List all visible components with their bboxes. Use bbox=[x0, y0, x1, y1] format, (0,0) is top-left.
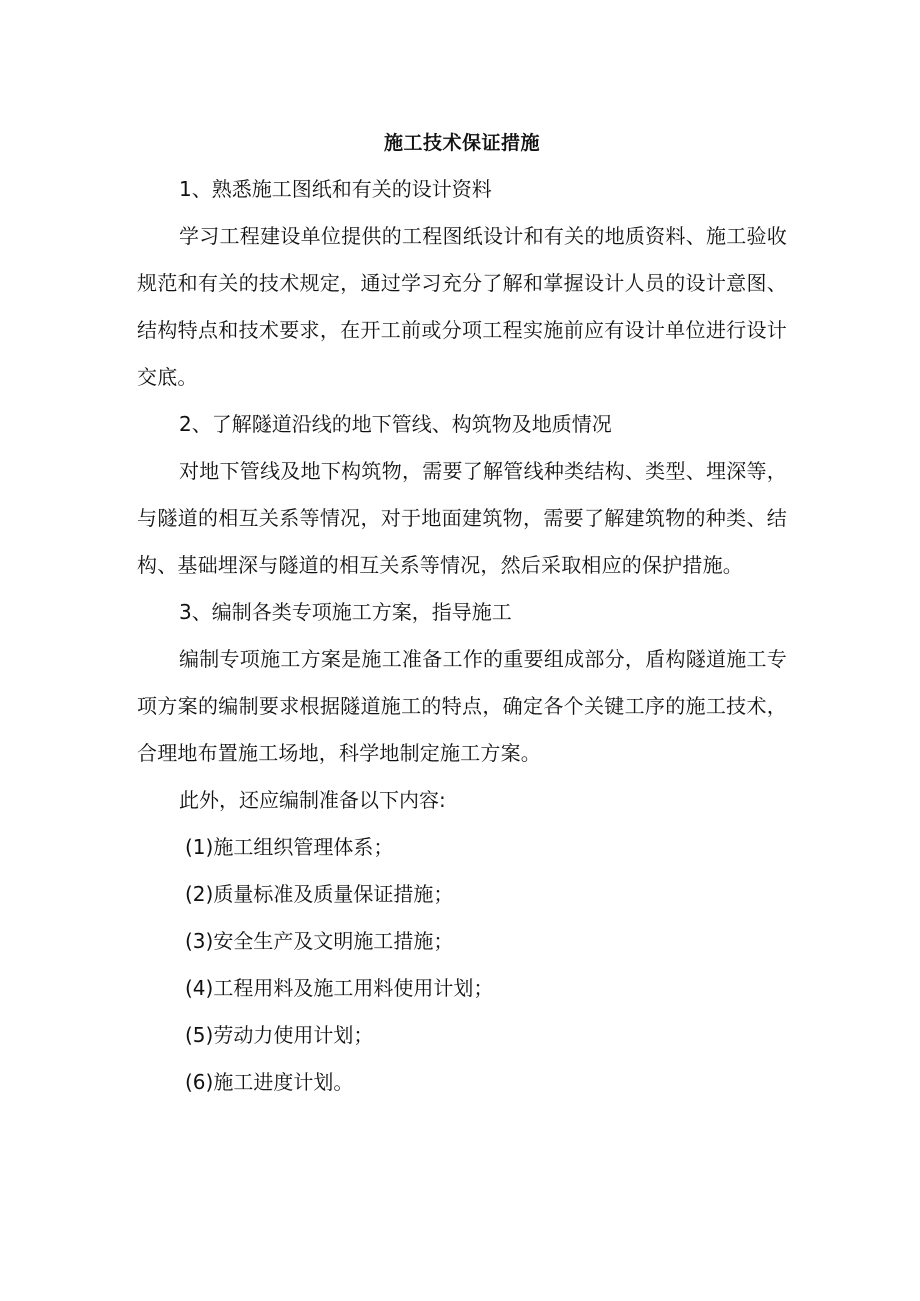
document-title: 施工技术保证措施 bbox=[383, 132, 540, 154]
document-content bbox=[137, 120, 787, 1106]
section-body-2: 对地下管线及地下构筑物，需要了解管线种类结构、类型、埋深等，与隧道的相互关系等情况，对于地面建筑物，需要了解建筑物的种类、结构、基础埋深与隧道的相互关系等情况，然后采取相应的保护措施。 bbox=[137, 459, 787, 577]
section-heading-2: 2、了解隧道沿线的地下管线、构筑物及地质情况 bbox=[179, 412, 612, 436]
section-body-1: 学习工程建设单位提供的工程图纸设计和有关的地质资料、施工验收规范和有关的技术规定，通过学习充分了解和掌握设计人员的设计意图、结构特点和技术要求，在开工前或分项工程实施前应有设计单位进行设计交底。 bbox=[137, 224, 787, 389]
section-body-3: 编制专项施工方案是施工准备工作的重要组成部分，盾构隧道施工专项方案的编制要求根据隧道施工的特点，确定各个关键工序的施工技术，合理地布置施工场地，科学地制定施工方案。 bbox=[137, 647, 787, 765]
list-item: (6)施工进度计划。 bbox=[185, 1070, 354, 1094]
section-heading-3: 3、编制各类专项施工方案，指导施工 bbox=[179, 600, 512, 624]
list-item: (5)劳动力使用计划； bbox=[185, 1023, 374, 1047]
list-item: (1)施工组织管理体系； bbox=[185, 835, 394, 859]
preparation-list bbox=[137, 824, 787, 1106]
list-item: (2)质量标准及质量保证措施； bbox=[185, 882, 454, 906]
section-heading-1: 1、熟悉施工图纸和有关的设计资料 bbox=[179, 177, 492, 201]
list-item: (3)安全生产及文明施工措施； bbox=[185, 929, 454, 953]
list-item: (4)工程用料及施工用料使用计划； bbox=[185, 976, 494, 1000]
list-intro: 此外，还应编制准备以下内容: bbox=[179, 788, 446, 812]
